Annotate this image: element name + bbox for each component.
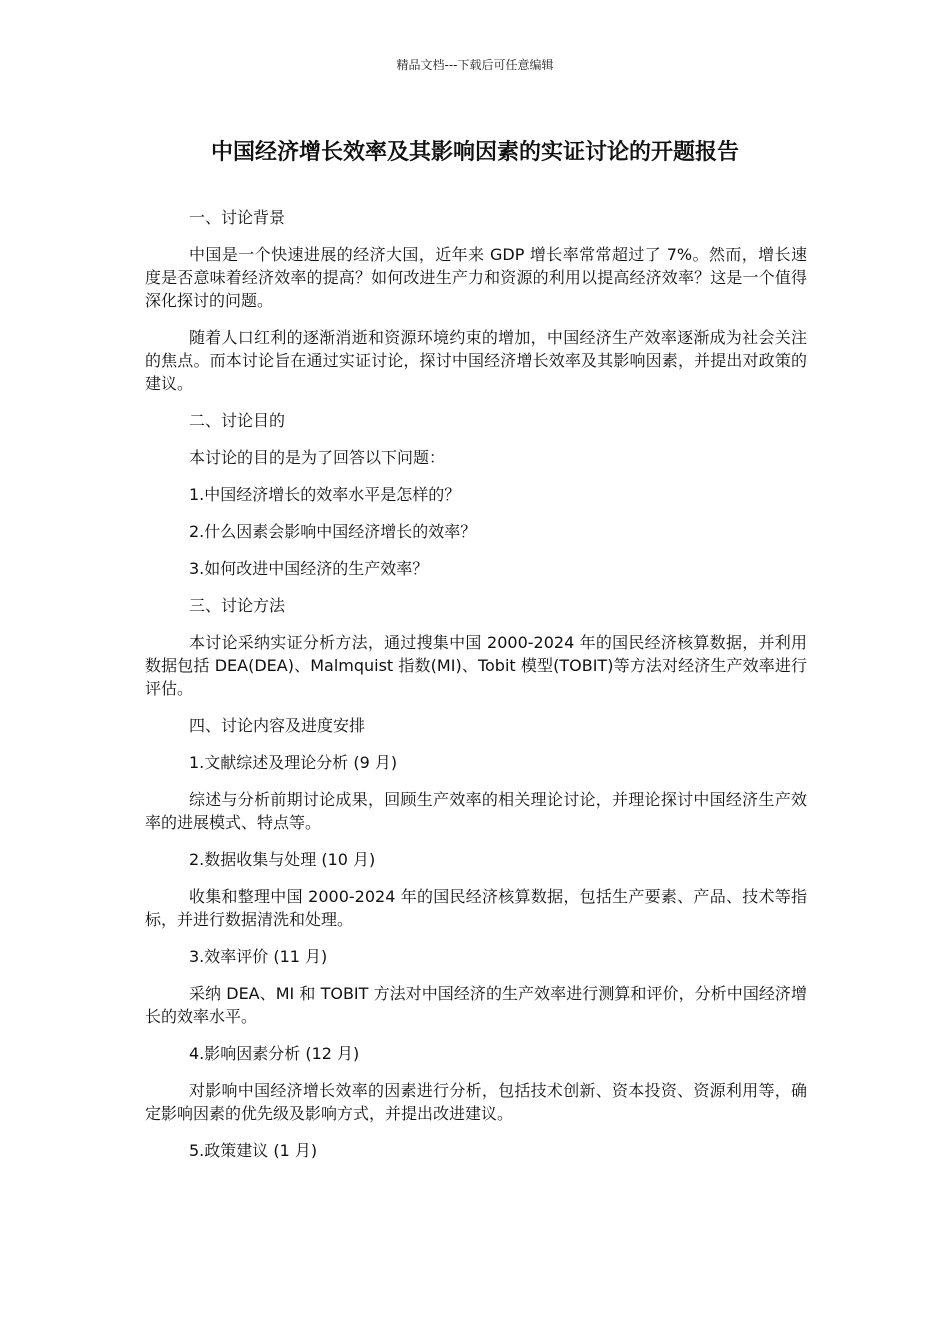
- document-body: [145, 206, 807, 1176]
- section-heading-schedule: 四、讨论内容及进度安排: [189, 716, 366, 735]
- list-item-question-3: 3.如何改进中国经济的生产效率？: [189, 559, 429, 578]
- schedule-item-3-title: 3.效率评价 (11 月): [189, 947, 328, 966]
- page-header-note: 精品文档---下载后可任意编辑: [396, 58, 554, 72]
- paragraph-background-2: 随着人口红利的逐渐消逝和资源环境约束的增加，中国经济生产效率逐渐成为社会关注的焦点。而本讨论旨在通过实证讨论，探讨中国经济增长效率及其影响因素，并提出对政策的建议。: [145, 328, 807, 393]
- document-title: 中国经济增长效率及其影响因素的实证讨论的开题报告: [210, 140, 739, 165]
- schedule-item-1-title: 1.文献综述及理论分析 (9 月): [189, 753, 398, 772]
- paragraph-background-1: 中国是一个快速进展的经济大国，近年来 GDP 增长率常常超过了 7%。然而，增长速度是否意味着经济效率的提高？如何改进生产力和资源的利用以提高经济效率？这是一个值得深化探讨的问题。: [145, 245, 807, 310]
- list-item-question-2: 2.什么因素会影响中国经济增长的效率？: [189, 522, 477, 541]
- section-heading-method: 三、讨论方法: [189, 596, 286, 615]
- schedule-item-2-title: 2.数据收集与处理 (10 月): [189, 850, 376, 869]
- schedule-item-1-text: 综述与分析前期讨论成果，回顾生产效率的相关理论讨论，并理论探讨中国经济生产效率的进展模式、特点等。: [145, 790, 807, 832]
- schedule-item-4-title: 4.影响因素分析 (12 月): [189, 1044, 360, 1063]
- schedule-item-3-text: 采纳 DEA、MI 和 TOBIT 方法对中国经济的生产效率进行测算和评价，分析中国经济增长的效率水平。: [145, 984, 807, 1026]
- section-heading-background: 一、讨论背景: [189, 208, 286, 227]
- paragraph-method: 本讨论采纳实证分析方法，通过搜集中国 2000-2024 年的国民经济核算数据，并利用数据包括 DEA(DEA)、Malmquist 指数(MI)、Tobit 模型(TOBIT)等方法对经济生产效率进行评估。: [145, 633, 807, 698]
- list-item-question-1: 1.中国经济增长的效率水平是怎样的？: [189, 485, 461, 504]
- schedule-item-5-title: 5.政策建议 (1 月): [189, 1141, 318, 1160]
- schedule-item-4-text: 对影响中国经济增长效率的因素进行分析，包括技术创新、资本投资、资源利用等，确定影响因素的优先级及影响方式，并提出改进建议。: [145, 1081, 807, 1123]
- section-heading-purpose: 二、讨论目的: [189, 411, 286, 430]
- paragraph-purpose-intro: 本讨论的目的是为了回答以下问题：: [189, 448, 446, 467]
- schedule-item-2-text: 收集和整理中国 2000-2024 年的国民经济核算数据，包括生产要素、产品、技术等指标，并进行数据清洗和处理。: [145, 887, 807, 929]
